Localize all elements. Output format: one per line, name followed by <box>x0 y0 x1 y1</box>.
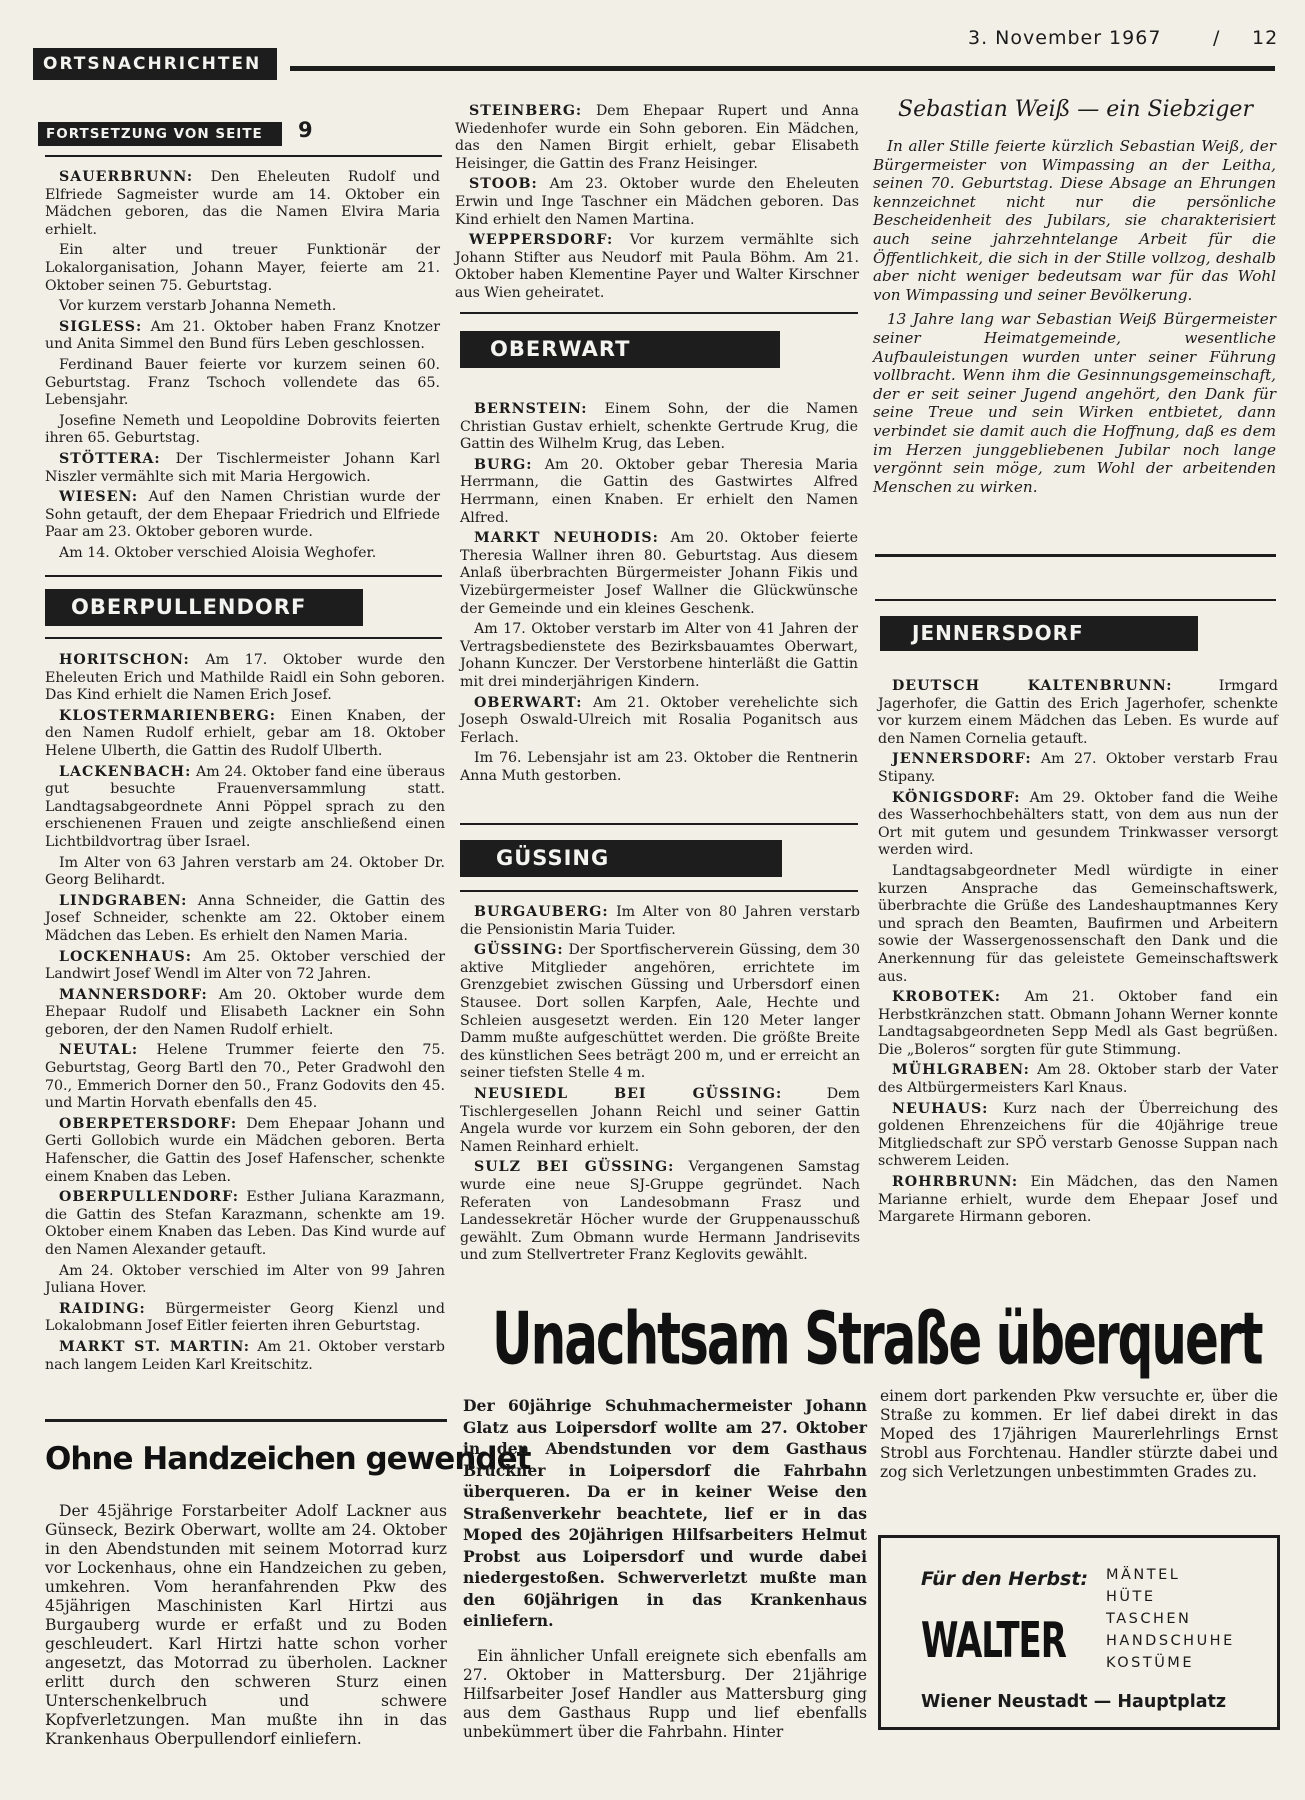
news-item <box>460 457 858 527</box>
article-text: Der 45jährige Forstarbeiter Adolf Lackner aus Günseck, Bezirk Oberwart, wollte am 24. Oktober in den Abendstunden mit seinem Motorrad kurz vor Lockenhaus, ohne ein Handzeichen zu geben, umkehren. Vom heranfahrenden Pkw des 45jährigen Maschinisten Karl Hirtzi aus Burgauberg wurde er erfaßt und zu Boden geschleudert. Karl Hirtzi hatte schon vorher angesetzt, das Motorrad zu überholen. Lackner erlitt durch den schweren Sturz einen Unterschenkelbruch und schwere Kopfverletzungen. Man mußte ihn in das Krankenhaus Oberpullendorf einliefern. <box>45 1502 447 1748</box>
news-text: Landtagsabgeordneter Medl würdigte in einer kurzen Ansprache das Gemeinschaftswerk, überbrachte die Grüße des Landeshauptmannes Kery und sprach den Beamten, Baufirmen und Arbeitern sowie der Wassergenossenschaft den Dank und die Anerkennung für das geleistete Gemeinschaftswerk aus. <box>878 862 1278 985</box>
column-1-top <box>45 169 440 565</box>
place-name: RAIDING: <box>59 1300 146 1317</box>
place-name: LACKENBACH: <box>59 763 192 780</box>
ad-item: HANDSCHUHE <box>1106 1633 1235 1649</box>
news-text: Ferdinand Bauer feierte vor kurzem seinen 60. Geburtstag. Franz Tschoch vollendete das 65. Lebensjahr. <box>45 356 440 409</box>
headline-unachtsam: Unachtsam Straße überquert <box>492 1297 1262 1382</box>
issue-date: 3. November 1967 <box>968 27 1162 49</box>
ad-brand: WALTER <box>921 1612 1066 1670</box>
news-item <box>460 621 858 691</box>
place-name: WIESEN: <box>59 489 139 506</box>
news-item <box>455 103 859 173</box>
place-name: MANNERSDORF: <box>59 986 208 1003</box>
news-item <box>45 893 445 946</box>
article-text: einem dort parkenden Pkw versuchte er, über die Straße zu kommen. Er lief dabei direkt in das Moped des 17jährigen Maurerlehrlings Ernst Strobl aus Forchtenau. Handler stürzte dabei und zog sich Verletzungen unbestimmten Grades zu. <box>880 1387 1278 1481</box>
news-text: Im Alter von 63 Jahren verstarb am 24. Oktober Dr. Georg Belihardt. <box>45 854 445 889</box>
advertisement-walter <box>878 1535 1280 1730</box>
news-text: Am 21. Oktober haben Franz Knotzer und Anita Simmel den Bund fürs Leben geschlossen. <box>45 318 440 353</box>
news-item <box>45 298 440 316</box>
news-item <box>878 790 1278 860</box>
news-text: Kurz nach der Überreichung des goldenen Ehrenzeichens für die 40jährige treue Mitgliedschaft zur SPÖ verstarb Genosse Suppan nach schwerem Leiden. <box>878 1100 1279 1170</box>
article-handzeichen <box>45 1502 447 1752</box>
news-item <box>878 751 1278 786</box>
ad-item-list <box>1106 1564 1235 1674</box>
news-text: Ein Mädchen, das den Namen Marianne erhielt, wurde dem Ehepaar Josef und Margarete Hirmann geboren. <box>878 1174 1278 1226</box>
news-text: Am 28. Oktober starb der Vater des Altbürgermeisters Karl Knaus. <box>878 1062 1278 1097</box>
divider <box>45 155 442 157</box>
section-title-jennersdorf: JENNERSDORF <box>880 616 1198 651</box>
place-name: STEINBERG: <box>469 103 583 119</box>
place-name: STOOB: <box>469 176 538 193</box>
place-name: ROHRBRUNN: <box>892 1174 1019 1191</box>
header-separator: / <box>1213 27 1221 49</box>
divider <box>45 637 442 639</box>
news-item <box>45 489 440 542</box>
news-item <box>45 987 445 1040</box>
section-header: ORTSNACHRICHTEN <box>33 48 277 80</box>
news-text: Am 17. Oktober verstarb im Alter von 41 Jahren der Vertragsbedienstete des Bezirksbauamtes Oberwart, Johann Kunczer. Der Verstorbene hinterläßt die Gattin mit drei minderjährigen Kindern. <box>460 621 858 690</box>
news-text: Dem Tischlergesellen Johann Reichl und seiner Gattin Angela wurde vor kurzem ein Sohn geboren, der den Namen Reinhard erhielt. <box>460 1085 861 1155</box>
news-item <box>45 169 440 239</box>
place-name: HORITSCHON: <box>59 652 190 668</box>
news-text: Vor kurzem verstarb Johanna Nemeth. <box>59 298 337 315</box>
news-item <box>878 863 1278 986</box>
place-name: BURGAUBERG: <box>474 904 609 920</box>
news-item <box>455 176 859 229</box>
place-name: NEUHAUS: <box>892 1100 989 1117</box>
news-text: Am 20. Oktober wurde dem Ehepaar Rudolf und Elisabeth Lackner ein Sohn geboren, der den Namen Rudolf erhielt. <box>45 986 445 1038</box>
news-item <box>878 989 1278 1059</box>
place-name: STÖTTERA: <box>59 450 161 467</box>
news-text: Den Eheleuten Rudolf und Elfriede Sagmeister wurde am 14. Oktober ein Mädchen geboren, das die Namen Elvira Maria erhielt. <box>45 169 440 238</box>
place-name: KLOSTERMARIENBERG: <box>59 707 276 724</box>
article-lead-unachtsam <box>463 1395 867 1632</box>
news-item <box>45 1263 445 1298</box>
news-text: Bürgermeister Georg Kienzl und Lokalobmann Josef Eitler feierten ihren Geburtstag. <box>45 1300 446 1335</box>
news-text: Der Sportfischerverein Güssing, dem 30 aktive Mitglieder angehören, errichtete im Grenzgebiet zwischen Güssing und Urbersdorf einen Stausee. Dort sollen Karpfen, Aale, Hechte und Schleien ausgesetzt werden. Ein 120 Meter langer Damm mußte aufgeschüttet werden. Die größte Breite des künstlichen Sees beträgt 200 m, und er erreicht an seiner tiefsten Stelle 4 m. <box>460 942 860 1082</box>
place-name: MÜHLGRABEN: <box>892 1062 1030 1079</box>
news-item <box>45 949 445 984</box>
news-item <box>45 357 440 410</box>
news-item <box>460 750 858 785</box>
news-item <box>45 242 440 295</box>
continuation-label: FORTSETZUNG VON SEITE <box>38 122 282 146</box>
news-text: Vor kurzem vermählte sich Johann Stifter aus Neudorf mit Paula Böhm. Am 21. Oktober haben Klementine Payer und Walter Kirschner aus Wien geheiratet. <box>455 232 859 301</box>
news-item <box>45 764 445 852</box>
ad-tagline: Für den Herbst: <box>921 1568 1089 1590</box>
place-name: GÜSSING: <box>474 942 564 959</box>
news-text: Josefine Nemeth und Leopoldine Dobrovits feierten ihren 65. Geburtstag. <box>45 412 440 447</box>
headline-handzeichen: Ohne Handzeichen gewendet <box>45 1441 531 1477</box>
column-3-jennersdorf <box>878 678 1278 1230</box>
news-text: Am 21. Oktober verehelichte sich Joseph Oswald-Ulreich mit Rosalia Poganitsch aus Ferlach. <box>460 694 859 746</box>
news-text: Irmgard Jagerhofer, die Gattin des Erich Jagerhofer, schenkte vor kurzem einem Mädchen das Leben. Es wurde auf den Namen Cornelia getauft. <box>878 678 1278 747</box>
news-text: Am 14. Oktober verschied Aloisia Weghofer. <box>59 544 377 561</box>
divider <box>460 312 858 314</box>
feature-article <box>873 137 1276 502</box>
section-title-guessing: GÜSSING <box>460 840 782 877</box>
news-item <box>45 451 440 486</box>
news-item <box>460 401 858 454</box>
place-name: LOCKENHAUS: <box>59 948 193 965</box>
place-name: KROBOTEK: <box>892 989 1002 1006</box>
news-item <box>460 942 860 1083</box>
news-text: Am 24. Oktober verschied im Alter von 99 Jahren Juliana Hover. <box>45 1262 445 1297</box>
divider <box>45 575 442 577</box>
article-body-unachtsam-1 <box>463 1647 867 1745</box>
ad-item: HÜTE <box>1106 1589 1156 1605</box>
news-item <box>45 652 445 705</box>
news-item <box>460 1086 860 1156</box>
continuation-page: 9 <box>298 118 313 142</box>
place-name: SIGLESS: <box>59 318 143 335</box>
article-body-unachtsam-2 <box>880 1387 1278 1485</box>
news-item <box>45 413 440 448</box>
ad-item: TASCHEN <box>1106 1611 1192 1627</box>
news-text: Der Tischlermeister Johann Karl Niszler vermählte sich mit Maria Hergowich. <box>45 450 441 485</box>
feature-paragraph: 13 Jahre lang war Sebastian Weiß Bürgermeister seiner Heimatgemeinde, wesentliche Aufbauleistungen wurden unter seiner Führung vollbracht. Wenn ihm die Gesinnungsgemeinschaft, der er seit seiner Jugend angehört, den Dank für seine Treue und sein Wirken entbietet, dann verbindet sie damit auch die Hoffnung, daß es dem im Herzen junggebliebenen Jubilar noch lange vergönnt sein möge, zum Wohl der arbeitenden Menschen zu wirken. <box>873 310 1276 496</box>
ad-address: Wiener Neustadt — Hauptplatz <box>921 1692 1227 1712</box>
news-item <box>45 1339 445 1374</box>
news-text: Dem Ehepaar Johann und Gerti Gollobich wurde ein Mädchen geboren. Berta Hafenscher, die Gattin des Josef Hafenscher, schenkte einem Knaben das Leben. <box>45 1115 445 1185</box>
news-text: Anna Schneider, die Gattin des Josef Schneider, schenkte am 22. Oktober einem Mädchen das Leben. Es erhielt den Namen Maria. <box>45 892 446 944</box>
news-item <box>460 530 858 618</box>
feature-title: Sebastian Weiß — ein Siebziger <box>898 97 1253 122</box>
news-text: Im 76. Lebensjahr ist am 23. Oktober die Rentnerin Anna Muth gestorben. <box>460 750 858 784</box>
news-item <box>45 1116 445 1186</box>
article-text: Ein ähnlicher Unfall ereignete sich ebenfalls am 27. Oktober in Mattersburg. Der 21jährige Hilfsarbeiter Josef Handler aus Mattersburg ging aus dem Gasthaus Rupp und lief ebenfalls unbekümmert über die Fahrbahn. Hinter <box>463 1647 867 1741</box>
column-2-oberwart <box>460 401 858 788</box>
column-2-guessing <box>460 904 860 1268</box>
section-title-oberpullendorf: OBERPULLENDORF <box>45 589 363 626</box>
news-item <box>460 1159 860 1265</box>
news-text: Helene Trummer feierte den 75. Geburtstag, Georg Bartl den 70., Peter Gradwohl den 70., Emmerich Dorner den 50., Franz Godovits den 45. und Martin Horvath ebenfalls den 45. <box>45 1042 445 1112</box>
news-text: Vergangenen Samstag wurde eine neue SJ-Gruppe gegründet. Nach Referaten von Landesobmann Frasz und Landessekretär Höcher wurde der Gruppenausschuß gewählt. Zum Obmann wurde Hermann Jandrisevits und zum Stellvertreter Franz Keglovits gewählt. <box>460 1159 860 1264</box>
news-item <box>878 678 1278 748</box>
news-text: Auf den Namen Christian wurde der Sohn getauft, der dem Ehepaar Friedrich und Elfriede Paar am 23. Oktober geboren wurde. <box>45 489 440 541</box>
news-text: Esther Juliana Karazmann, die Gattin des Stefan Karazmann, schenkte am 19. Oktober einem Knaben das Leben. Das Kind wurde auf den Namen Alexander getauft. <box>45 1189 445 1258</box>
news-text: Am 27. Oktober verstarb Frau Stipany. <box>878 751 1278 785</box>
news-text: Einem Sohn, der die Namen Christian Gustav erhielt, schenkte Gertrude Krug, die Gattin des Wilhelm Krug, das Leben. <box>460 401 859 453</box>
news-item <box>45 708 445 761</box>
place-name: LINDGRABEN: <box>59 892 188 909</box>
news-item <box>460 904 860 939</box>
news-text: Am 17. Oktober wurde den Eheleuten Erich und Mathilde Raidl ein Sohn geboren. Das Kind erhielt die Namen Erich Josef. <box>45 652 445 704</box>
column-2-top <box>455 103 859 306</box>
place-name: MARKT ST. MARTIN: <box>59 1338 251 1355</box>
place-name: SULZ BEI GÜSSING: <box>474 1159 675 1176</box>
news-text: Einen Knaben, der den Namen Rudolf erhielt, gebar am 18. Oktober Helene Ulberth, die Gattin des Rudolf Ulberth. <box>45 707 445 759</box>
divider <box>45 1419 447 1422</box>
news-item <box>45 855 445 890</box>
news-item <box>45 1042 445 1112</box>
ad-item: KOSTÜME <box>1106 1655 1194 1671</box>
place-name: BURG: <box>474 456 533 473</box>
section-title-oberwart: OBERWART <box>460 331 780 368</box>
news-item <box>878 1174 1278 1227</box>
place-name: NEUSIEDL BEI GÜSSING: <box>474 1085 783 1102</box>
news-text: Am 29. Oktober fand die Weihe des Wasserhochbehälters statt, von dem aus nun der Ort mit gutem und gesundem Trinkwasser versorgt werden wird. <box>878 789 1278 859</box>
place-name: SAUERBRUNN: <box>59 169 194 185</box>
divider <box>875 554 1276 557</box>
place-name: OBERWART: <box>474 694 583 711</box>
news-text: Am 25. Oktober verschied der Landwirt Josef Wendl im Alter von 72 Jahren. <box>45 948 445 983</box>
news-text: Am 21. Oktober fand ein Herbstkränzchen statt. Obmann Johann Werner konnte Landtagsabgeordneten Sepp Medl als Gast begrüßen. Die „Boleros“ sorgten für gute Stimmung. <box>878 989 1278 1058</box>
news-item <box>460 695 858 748</box>
news-text: Ein alter und treuer Funktionär der Lokalorganisation, Johann Mayer, feierte am 21. Oktober seinen 75. Geburtstag. <box>45 242 440 294</box>
place-name: DEUTSCH KALTENBRUNN: <box>892 678 1173 694</box>
news-text: Am 21. Oktober verstarb nach langem Leiden Karl Kreitschitz. <box>45 1338 445 1373</box>
divider <box>875 599 1276 601</box>
news-item <box>45 319 440 354</box>
place-name: OBERPETERSDORF: <box>59 1115 238 1132</box>
divider <box>460 823 858 825</box>
news-item <box>878 1062 1278 1097</box>
place-name: BERNSTEIN: <box>474 401 588 417</box>
place-name: NEUTAL: <box>59 1042 139 1059</box>
news-text: Am 20. Oktober feierte Theresia Wallner ihren 80. Geburtstag. Aus diesem Anlaß überbrachten Bürgermeister Johann Fikis und Vizebürgermeister Josef Wallner die Glückwünsche der Gemeinde und ein kleines Geschenk. <box>460 530 859 617</box>
feature-paragraph: In aller Stille feierte kürzlich Sebastian Weiß, der Bürgermeister von Wimpassing an der Leitha, seinen 70. Geburtstag. Diese Absage an Ehrungen kennzeichnet nicht nur die persönliche Bescheidenheit des Jubilars, sie charakterisiert auch seine jahrzehntelange Arbeit für die Öffentlichkeit, die sich in der Stille vollzog, deshalb aber nicht weniger bedeutsam war für das Wohl von Wimpassing und seiner Bevölkerung. <box>873 137 1276 304</box>
news-text: Im Alter von 80 Jahren verstarb die Pensionistin Maria Tuider. <box>460 904 860 938</box>
place-name: OBERPULLENDORF: <box>59 1189 239 1206</box>
header-rule <box>290 66 1275 71</box>
divider <box>460 890 858 892</box>
news-item <box>878 1101 1278 1171</box>
news-item <box>455 232 859 302</box>
place-name: MARKT NEUHODIS: <box>474 530 659 547</box>
news-item <box>45 1301 445 1336</box>
news-text: Am 24. Oktober fand eine überaus gut besuchte Frauenversammlung statt. Landtagsabgeordnete Anni Pöppel sprach zu den erschienenen Frauen und zeigte anschließend einen Lichtbildvortrag über Israel. <box>45 763 445 850</box>
page-number: 12 <box>1252 27 1279 49</box>
column-1-oberpullendorf <box>45 652 445 1377</box>
news-item <box>45 1189 445 1259</box>
article-lead-text: Der 60jährige Schuhmachermeister Johann Glatz aus Loipersdorf wollte am 27. Oktober in den Abendstunden vor dem Gasthaus Bruckner in Loipersdorf die Fahrbahn überqueren. Da er in keiner Weise den Straßenverkehr beachtete, lief er in das Moped des 20jährigen Hilfsarbeiters Helmut Probst aus Loipersdorf und wurde dabei niedergestoßen. Schwerverletzt mußte man den 60jährigen in das Krankenhaus einliefern. <box>463 1396 867 1630</box>
news-text: Dem Ehepaar Rupert und Anna Wiedenhofer wurde ein Sohn geboren. Ein Mädchen, das den Namen Birgit erhielt, gebar Elisabeth Heisinger, die Gattin des Franz Heisinger. <box>455 103 859 172</box>
ad-item: MÄNTEL <box>1106 1567 1181 1583</box>
news-text: Am 23. Oktober wurde den Eheleuten Erwin und Inge Taschner ein Mädchen geboren. Das Kind erhielt den Namen Martina. <box>455 176 859 228</box>
place-name: KÖNIGSDORF: <box>892 789 1021 806</box>
news-text: Am 20. Oktober gebar Theresia Maria Herrmann, die Gattin des Gastwirtes Alfred Herrmann, einen Knaben. Er erhielt den Namen Alfred. <box>460 456 858 526</box>
place-name: WEPPERSDORF: <box>469 232 614 249</box>
place-name: JENNERSDORF: <box>892 751 1032 768</box>
news-item <box>45 545 440 563</box>
